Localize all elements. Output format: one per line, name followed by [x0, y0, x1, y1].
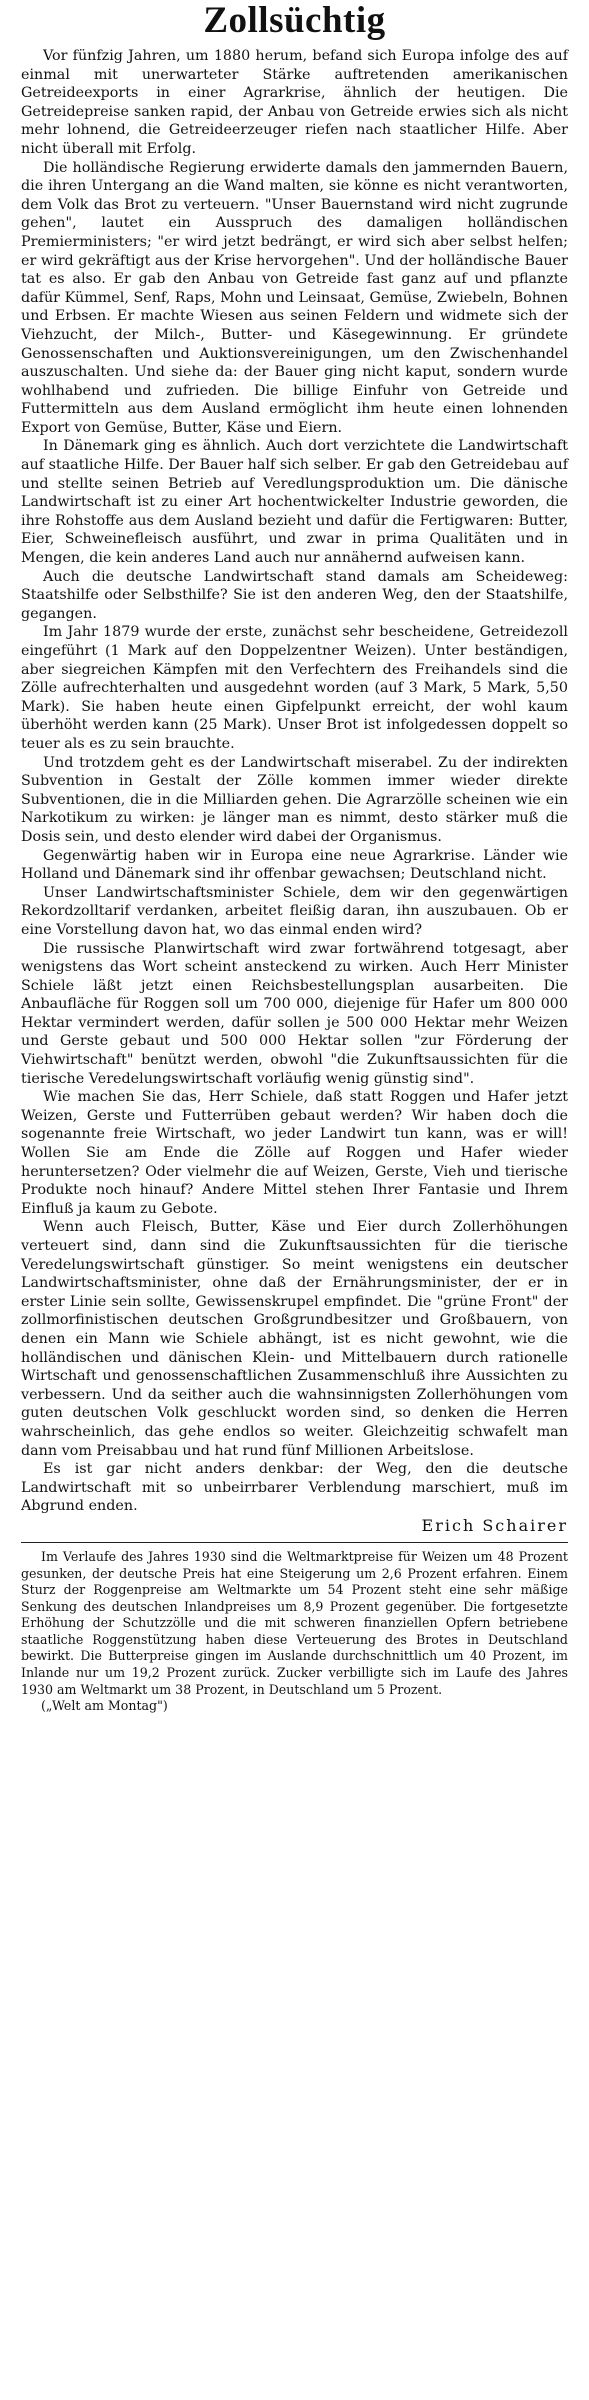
- author-row: [21, 1516, 568, 1535]
- divider: [21, 1542, 568, 1543]
- article: [21, 0, 568, 1715]
- paragraph: Und trotzdem geht es der Landwirtschaft miserabel. Zu der indirekten Subvention in Gestalt der Zölle kommen immer wieder direkte Subventionen, die in die Milliarden gehen. Die Agrarzölle scheinen wie ein Narkotikum zu wirken: je länger man es nimmt, desto stärker muß die Dosis sein, und desto elender wird dabei der Organismus.: [21, 754, 568, 845]
- paragraph: In Dänemark ging es ähnlich. Auch dort verzichtete die Landwirtschaft auf staatliche Hilfe. Der Bauer half sich selber. Er gab den Getreidebau auf und stellte seinen Betrieb auf Veredlungsproduktion um. Die dänische Landwirtschaft ist zu einer Art hochentwickelter Industrie geworden, die ihre Rohstoffe aus dem Ausland bezieht und dafür die Fertigwaren: Butter, Eier, Schweinefleisch ausführt, und zwar in prima Qualitäten und in Mengen, die kein anderes Land auch nur annähernd aufweisen kann.: [21, 438, 568, 567]
- author-signature: Erich Schairer: [421, 1515, 568, 1535]
- article-body: [21, 47, 568, 1535]
- paragraph: Unser Landwirtschaftsminister Schiele, dem wir den gegenwärtigen Rekordzolltarif verdanken, arbeitet fleißig daran, ihn auszubauen. Ob er eine Vorstellung davon hat, wo das einmal enden wird?: [21, 884, 568, 938]
- paragraph: Vor fünfzig Jahren, um 1880 herum, befand sich Europa infolge des auf einmal mit unerwarteter Stärke auftretenden amerikanischen Getreideexports in einer Agrarkrise, ähnlich der heutigen. Die Getreidepreise sanken rapid, der Anbau von Getreide erwies sich als nicht mehr lohnend, die Getreideerzeuger riefen nach staatlicher Hilfe. Aber nicht überall mit Erfolg.: [21, 48, 568, 157]
- paragraph: Gegenwärtig haben wir in Europa eine neue Agrarkrise. Länder wie Holland und Dänemark sind ihr offenbar gewachsen; Deutschland nicht.: [21, 847, 568, 883]
- paragraph: Auch die deutsche Landwirtschaft stand damals am Scheideweg: Staatshilfe oder Selbsthilfe? Sie ist den anderen Weg, den der Staatshilfe, gegangen.: [21, 568, 568, 622]
- paragraph: Es ist gar nicht anders denkbar: der Weg, den die deutsche Landwirtschaft mit so unbeirrbarer Verblendung marschiert, muß im Abgrund enden.: [21, 1461, 568, 1515]
- paragraph: Die holländische Regierung erwiderte damals den jammernden Bauern, die ihren Untergang an die Wand malten, sie könne es nicht verantworten, dem Volk das Brot zu verteuern. "Unser Bauernstand wird nicht zugrunde gehen", lautet ein Ausspruch des damaligen holländischen Premierministers; "er wird jetzt bedrängt, er wird sich aber selbst helfen; er wird gekräftigt aus der Krise hervorgehen". Und der holländische Bauer tat es also. Er gab den Anbau von Getreide fast ganz auf und pflanzte dafür Kümmel, Senf, Raps, Mohn und Leinsaat, Gemüse, Zwiebeln, Bohnen und Erbsen. Er machte Wiesen aus seinen Feldern und widmete sich der Viehzucht, der Milch-, Butter- und Käsegewinnung. Er gründete Genossenschaften und Auktionsvereinigungen, um den Zwischenhandel auszuschalten. Und siehe da: der Bauer ging nicht kaput, sondern wurde wohlhabend und zufrieden. Die billige Einfuhr von Getreide und Futtermitteln aus dem Ausland ermöglicht ihm heute einen lohnenden Export von Gemüse, Butter, Käse und Eiern.: [21, 159, 568, 436]
- paragraph: Im Jahr 1879 wurde der erste, zunächst sehr bescheidene, Getreidezoll eingeführt (1 Mark auf den Doppelzentner Weizen). Unter beständigen, aber siegreichen Kämpfen mit den Verfechtern des Freihandels sind die Zölle aufrechterhalten und ausgedehnt worden (auf 3 Mark, 5 Mark, 5,50 Mark). Sie haben heute einen Gipfelpunkt erreicht, der wohl kaum überhöht werden kann (25 Mark). Unser Brot ist infolgedessen doppelt so teuer als es zu sein brauchte.: [21, 624, 568, 752]
- page-title: Zollsüchtig: [203, 0, 386, 41]
- paragraph: Wie machen Sie das, Herr Schiele, daß statt Roggen und Hafer jetzt Weizen, Gerste und Futterrüben gebaut werden? Wir haben doch die sogenannte freie Wirtschaft, wo jeder Landwirt tun kann, was er will! Wollen Sie am Ende die Zölle auf Roggen und Hafer wieder heruntersetzen? Oder vielmehr die auf Weizen, Gerste, Vieh und tierische Produkte noch hinauf? Andere Mittel stehen Ihrer Fantasie und Ihrem Einfluß ja kaum zu Gebote.: [21, 1089, 568, 1217]
- footnote-source: („Welt am Montag"): [41, 1698, 168, 1714]
- paragraph: Die russische Planwirtschaft wird zwar fortwährend totgesagt, aber wenigstens das Wort scheint ansteckend zu wirken. Auch Herr Minister Schiele läßt jetzt einen Reichsbestellungsplan ausarbeiten. Die Anbaufläche für Roggen soll um 700 000, diejenige für Hafer um 800 000 Hektar vermindert werden, dafür sollen je 500 000 Hektar mehr Weizen und Gerste gebaut und 500 000 Hektar sollen "zur Förderung der Viehwirtschaft" benützt werden, obwohl "die Zukunftsaussichten für die tierische Veredelungswirtschaft vorläufig wenig günstig sind".: [21, 940, 568, 1087]
- paragraph: Wenn auch Fleisch, Butter, Käse und Eier durch Zollerhöhungen verteuert sind, dann sind die Zukunftsaussichten für die tierische Veredelungswirtschaft günstiger. So meint wenigstens ein deutscher Landwirtschaftsminister, ohne daß der Ernährungsminister, der er in erster Linie sein sollte, Gewissenskrupel empfindet. Die "grüne Front" der zollmorfinistischen deutschen Großgrundbesitzer und Großbauern, von denen ein Mann wie Schiele abhängt, ist es nicht gewohnt, wie die holländischen und dänischen Klein- und Mittelbauern durch rationelle Wirtschaft und genossenschaftlichen Zusammenschluß ihre Aussichten zu verbessern. Und da seither auch die wahnsinnigsten Zollerhöhungen vom guten deutschen Volk geschluckt worden sind, so denken die Herren wahrscheinlich, das gehe endlos so weiter. Gleichzeitig schwafelt man dann vom Preisabbau und hat rund fünf Millionen Arbeitslose.: [21, 1219, 568, 1459]
- footnote: [21, 1549, 568, 1715]
- footnote-text: Im Verlaufe des Jahres 1930 sind die Weltmarktpreise für Weizen um 48 Prozent gesunken, der deutsche Preis hat eine Steigerung um 2,6 Prozent erfahren. Einem Sturz der Roggenpreise am Weltmarkte um 54 Prozent steht eine sehr mäßige Senkung des deutschen Inlandpreises um 8,9 Prozent gegenüber. Die fortgesetzte Erhöhung der Schutzzölle und die mit schweren finanziellen Opfern betriebene staatliche Roggenstützung haben diese Verteuerung des Brotes in Deutschland bewirkt. Die Butterpreise gingen im Auslande durchschnittlich um 40 Prozent, im Inlande nur um 19,2 Prozent zurück. Zucker verbilligte sich im Laufe des Jahres 1930 am Weltmarkt um 38 Prozent, in Deutschland um 5 Prozent.: [21, 1548, 568, 1697]
